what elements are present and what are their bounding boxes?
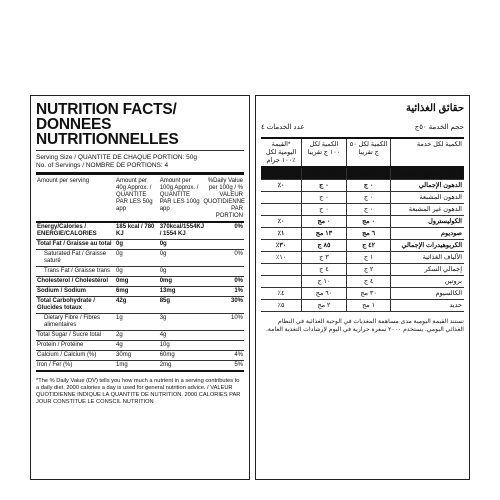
table-row bbox=[36, 222, 244, 240]
nutrient-dv bbox=[202, 267, 244, 277]
nutrient-value-b: 370kcal/1554KJ / 1554 KJ bbox=[159, 222, 203, 240]
header-per100-ar: الكمية لكل ١٠٠ ج تقريبا bbox=[302, 138, 347, 167]
nutrient-value-a: 0g bbox=[115, 267, 159, 277]
title-line-2: DONNEES NUTRITIONNELLES bbox=[36, 116, 179, 148]
nutrition-table bbox=[36, 177, 244, 372]
nutrient-dv bbox=[202, 341, 244, 351]
nutrient-value-a: ٤٢ ج bbox=[346, 240, 391, 252]
servings-count-ar: عدد الخدمات ٤ bbox=[261, 124, 305, 131]
nutrient-value-a: 185 kcal / 780 KJ bbox=[115, 222, 159, 240]
nutrient-value-a: 2g bbox=[115, 331, 159, 341]
nutrient-value-a: 1mg bbox=[115, 361, 159, 372]
table-row bbox=[36, 351, 244, 361]
nutrient-value-b: ١٣ مج bbox=[302, 228, 347, 240]
nutrient-value-a: ٠ مج bbox=[346, 216, 391, 228]
nutrient-dv: ٥٪ bbox=[261, 300, 302, 312]
nutrient-value-b: 10g bbox=[159, 341, 203, 351]
nutrient-value-a: 6mg bbox=[115, 287, 159, 297]
nutrient-name: الطاقة / سعرات حرارية bbox=[391, 167, 464, 180]
nutrient-dv: ١٠٪ bbox=[261, 252, 302, 264]
nutrient-value-a: 0g bbox=[115, 250, 159, 267]
nutrient-value-b: ٣ ج bbox=[302, 252, 347, 264]
header-per-serving-ar: الكمية لكل خدمة bbox=[391, 138, 464, 167]
header-per40: Amount per 40g Approx. / QUANTITE PAR LES 50g app bbox=[116, 178, 153, 212]
table-row bbox=[261, 240, 464, 252]
table-row bbox=[261, 180, 464, 192]
header-dv-ar: *القيمة اليومية لكل ٪١٠٠ جرام bbox=[261, 138, 302, 167]
panel-title bbox=[36, 102, 244, 147]
table-row bbox=[36, 341, 244, 351]
table-row bbox=[261, 252, 464, 264]
nutrient-dv bbox=[202, 240, 244, 250]
table-row bbox=[261, 300, 464, 312]
nutrient-name: Calcium / Calcium (%) bbox=[36, 351, 115, 361]
nutrient-name: الألياف الغذائية bbox=[391, 252, 464, 264]
table-row bbox=[261, 228, 464, 240]
divider bbox=[36, 150, 244, 151]
header-per100: Amount per 100g Approx. / QUANTITE PAR LES 100g app bbox=[159, 178, 200, 212]
serving-size-ar: حجم الخدمة ٥٠ج bbox=[414, 124, 464, 131]
nutrient-value-b: ٣٧٠/١٥٥٤ bbox=[302, 167, 347, 180]
nutrient-value-a: 0g bbox=[115, 240, 159, 250]
nutrient-dv: ٠٪ bbox=[261, 180, 302, 192]
nutrient-dv: 0% bbox=[202, 250, 244, 267]
nutrient-value-b: ٢ مج bbox=[302, 300, 347, 312]
serving-size: Serving Size / QUANTITE DE CHAQUE PORTION: 50g bbox=[36, 154, 197, 161]
footnote-ar: تستند القيمة اليومية مدى مساهمة المغذيات في الوجبة الغذائية في النظام الغذائي اليومي. يستخدم ٢٠٠٠ سعرة حرارية في اليوم لإرشادات التغذية العامة. bbox=[266, 318, 464, 333]
table-row bbox=[261, 264, 464, 276]
nutrient-name: Total Fat / Graisse au total bbox=[36, 240, 115, 250]
table-row bbox=[36, 297, 244, 314]
header-per50-ar: الكمية لكل ٥٠ ج تقريبا bbox=[346, 138, 391, 167]
table-row bbox=[261, 216, 464, 228]
nutrition-table-ar bbox=[261, 137, 464, 312]
nutrient-dv bbox=[261, 167, 302, 180]
table-row bbox=[36, 331, 244, 341]
nutrient-name: صوديوم bbox=[391, 228, 464, 240]
nutrient-value-b: 2mg bbox=[159, 361, 203, 372]
nutrient-value-a: ١ ج bbox=[346, 252, 391, 264]
nutrient-name: Saturated Fat / Graisse saturé bbox=[36, 250, 115, 267]
nutrient-dv: 4% bbox=[202, 351, 244, 361]
nutrient-value-a: 0mg bbox=[115, 277, 159, 287]
nutrient-dv: 10% bbox=[202, 314, 244, 331]
nutrient-value-b: ١٠ ج bbox=[302, 276, 347, 288]
nutrient-value-a: 30mg bbox=[115, 351, 159, 361]
table-row bbox=[261, 204, 464, 216]
table-row bbox=[261, 192, 464, 204]
nutrient-value-b: ٠ ج bbox=[302, 180, 347, 192]
nutrient-value-a: ٤ ج bbox=[346, 276, 391, 288]
nutrient-name: إجمالي السكر bbox=[391, 264, 464, 276]
nutrient-name: Total Carbohydrate / Glucides totaux bbox=[36, 297, 115, 314]
nutrient-value-b: 0g bbox=[159, 250, 203, 267]
nutrient-dv: 0% bbox=[202, 222, 244, 240]
nutrient-dv: ٣٠٪ bbox=[261, 240, 302, 252]
footnote: *The % Daily Value (DV) tells you how much a nutrient in a serving contributes to a daily diet. 2000 calories a day is used for general nutrition advice. / VALEUR QUOTIDIENNE INDIQUE LA QUANTITE DE NUTRITION. 2000 CALORIES PAR JOUR CONSTITUE LE CONSCIL NUTRITION bbox=[36, 378, 241, 405]
nutrient-value-b: ٦٠ مج bbox=[302, 288, 347, 300]
header-per-serving: Amount per serving bbox=[37, 178, 90, 184]
nutrient-dv bbox=[261, 192, 302, 204]
nutrient-dv bbox=[261, 204, 302, 216]
nutrient-name: Iron / Fer (%) bbox=[36, 361, 115, 372]
nutrient-value-b: ٨٥ ج bbox=[302, 240, 347, 252]
table-row bbox=[36, 277, 244, 287]
nutrient-name: Trans Fat / Graisse trans bbox=[36, 267, 115, 277]
nutrient-dv: ٠٪ bbox=[261, 216, 302, 228]
nutrient-dv: ٤٪ bbox=[261, 288, 302, 300]
nutrient-value-b: ٠ ج bbox=[302, 192, 347, 204]
nutrient-name: الدهون المشبعة bbox=[391, 192, 464, 204]
nutrient-name: Cholesterol / Cholestérol bbox=[36, 277, 115, 287]
nutrient-dv: 30% bbox=[202, 297, 244, 314]
table-header-row-ar bbox=[261, 138, 464, 167]
nutrient-name: حديد bbox=[391, 300, 464, 312]
header-daily-value: %Daily Value per 100g / % VALEUR QUOTIDIENNE PAR PORTION bbox=[203, 178, 246, 219]
nutrient-name: الكوليسترول bbox=[391, 216, 464, 228]
nutrient-dv: ١٪ bbox=[261, 228, 302, 240]
thick-divider bbox=[36, 172, 244, 175]
table-row bbox=[261, 167, 464, 180]
nutrient-value-b: 3g bbox=[159, 314, 203, 331]
nutrient-value-b: ٠ ج bbox=[302, 204, 347, 216]
nutrient-dv bbox=[261, 276, 302, 288]
nutrient-dv: 5% bbox=[202, 361, 244, 372]
nutrient-value-a: ٢ ج bbox=[346, 264, 391, 276]
nutrient-value-a: ٦ مج bbox=[346, 228, 391, 240]
table-row bbox=[36, 250, 244, 267]
nutrient-name: Energy/Calories / ENERGIE/CALORIES bbox=[36, 222, 115, 240]
nutrient-dv: 0% bbox=[202, 277, 244, 287]
title-line-1: NUTRITION FACTS/ bbox=[36, 101, 177, 118]
nutrient-name: الكالسيوم bbox=[391, 288, 464, 300]
nutrient-name: الدهون غير المشبعة bbox=[391, 204, 464, 216]
table-row bbox=[36, 361, 244, 372]
nutrient-value-b: 85g bbox=[159, 297, 203, 314]
nutrient-name: Protein / Protéine bbox=[36, 341, 115, 351]
nutrient-value-b: ٠ مج bbox=[302, 216, 347, 228]
nutrient-name: Total Sugar / Sucre total bbox=[36, 331, 115, 341]
nutrient-name: Sodium / Sodium bbox=[36, 287, 115, 297]
nutrient-value-a: 1g bbox=[115, 314, 159, 331]
serving-info bbox=[36, 154, 244, 170]
nutrient-value-b: 13mg bbox=[159, 287, 203, 297]
table-row bbox=[36, 240, 244, 250]
table-row bbox=[261, 276, 464, 288]
nutrient-value-a: ٠ ج bbox=[346, 204, 391, 216]
nutrient-name: بروتين bbox=[391, 276, 464, 288]
nutrient-name: الكربوهيدرات الإجمالي bbox=[391, 240, 464, 252]
nutrient-value-b: 0mg bbox=[159, 277, 203, 287]
nutrient-value-a: ٠ ج bbox=[346, 192, 391, 204]
nutrition-facts-panel-en-fr bbox=[30, 95, 250, 480]
nutrient-value-a: ١ مج bbox=[346, 300, 391, 312]
table-row bbox=[36, 267, 244, 277]
table-row bbox=[36, 287, 244, 297]
serving-info-ar bbox=[261, 123, 464, 131]
nutrient-dv: 1% bbox=[202, 287, 244, 297]
nutrient-value-b: 0g bbox=[159, 267, 203, 277]
nutrient-name: Dietary Fibre / Fibres alimentaires bbox=[36, 314, 115, 331]
nutrient-dv bbox=[261, 264, 302, 276]
nutrient-value-a: 42g bbox=[115, 297, 159, 314]
nutrient-value-a: ١٨٥/٧٨٠ bbox=[346, 167, 391, 180]
nutrient-value-a: ٠ ج bbox=[346, 180, 391, 192]
nutrient-value-a: 4g bbox=[115, 341, 159, 351]
nutrient-name: الدهون الإجمالي bbox=[391, 180, 464, 192]
table-row bbox=[261, 288, 464, 300]
nutrient-value-b: 60mg bbox=[159, 351, 203, 361]
table-row bbox=[36, 314, 244, 331]
table-header-row bbox=[36, 177, 244, 222]
nutrient-value-b: 4g bbox=[159, 331, 203, 341]
nutrient-value-b: ٤ ج bbox=[302, 264, 347, 276]
nutrient-value-a: ٣٠ مج bbox=[346, 288, 391, 300]
nutrient-value-b: 0g bbox=[159, 240, 203, 250]
nutrient-dv bbox=[202, 331, 244, 341]
servings-count: No. of Servings / NOMBRE DE PORTIONS: 4 bbox=[36, 162, 169, 169]
panel-title-ar: حقائق الغذائية bbox=[405, 103, 464, 114]
nutrition-facts-panel-ar bbox=[255, 95, 470, 480]
